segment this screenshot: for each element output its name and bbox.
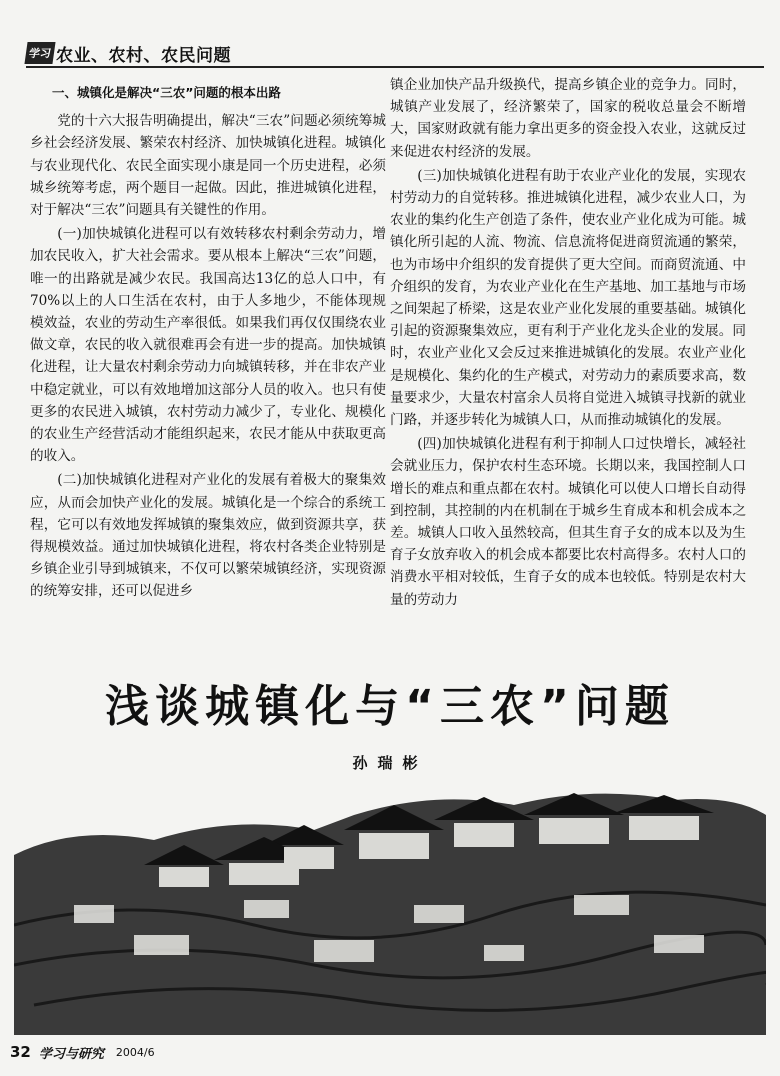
left-column bbox=[30, 74, 386, 605]
article-title: 浅谈城镇化与“三农”问题 bbox=[105, 681, 675, 732]
article-author: 孙瑞彬 bbox=[352, 754, 428, 772]
paragraph: 镇企业加快产品升级换代，提高乡镇企业的竞争力。同时，城镇产业发展了，经济繁荣了，国家的税收总量会不断增大，国家财政就有能力拿出更多的资金投入农业，这就反过来促进农村经济的发展。 bbox=[390, 77, 746, 160]
paragraph: (四)加快城镇化进程有利于抑制人口过快增长，减轻社会就业压力，保护农村生态环境。长期以来，我国控制人口增长的难点和重点都在农村。城镇化可以使人口增长自动得到控制，其控制的内在机制在于城乡生育成本和机会成本之差。城镇人口收入虽然较高，但其生育子女的成本以及为生育子女放弃收入的机会成本都要比农村高得多。农村人口的消费水平相对较低，生育子女的成本也较低。特别是农村大量的劳动力 bbox=[390, 436, 746, 608]
section-header bbox=[26, 40, 231, 66]
issue-date: 2004/6 bbox=[115, 1045, 155, 1059]
section-heading: 一、城镇化是解决“三农”问题的根本出路 bbox=[52, 85, 281, 100]
journal-logo: 学习 bbox=[24, 42, 55, 64]
page-number: 32 bbox=[10, 1043, 31, 1061]
right-column bbox=[390, 74, 746, 613]
village-photo bbox=[14, 785, 766, 1035]
header-divider bbox=[26, 66, 764, 68]
paragraph: (三)加快城镇化进程有助于农业产业化的发展，实现农村劳动力的自觉转移。推进城镇化进程，减少农业人口，为农业的集约化生产创造了条件，使农业产业化成为可能。城镇化所引起的人流、物流、信息流将促进商贸流通的繁荣，也为市场中介组织的发育提供了更大空间。而商贸流通、中介组织的发育，为农业产业化在生产基地、加工基地与市场之间架起了桥梁，这是农业产业化发展的重要基础。城镇化引起的资源聚集效应，更有利于产业化龙头企业的发展。同时，农业产业化又会反过来推进城镇化的发展。农业产业化是规模化、集约化的生产模式，对劳动力的素质要求高，数量要求少，大量农村富余人员将自觉进入城镇寻找新的就业门路，并逐步转化为城镇人口，从而推动城镇化的发展。 bbox=[390, 167, 746, 429]
page-footer bbox=[10, 1040, 155, 1064]
section-title: 农业、农村、农民问题 bbox=[56, 45, 231, 66]
paragraph: (一)加快城镇化进程可以有效转移农村剩余劳动力，增加农民收入，扩大社会需求。要从根本上解决“三农”问题，唯一的出路就是减少农民。我国高达13亿的总人口中，有70%以上的人口生活在农村，由于人多地少，不能体现规模效益，农业的劳动生产率很低。如果我们再仅仅围绕农业做文章，农民的收入就很难再会有进一步的提高。加快城镇化进程，让大量农村剩余劳动力向城镇转移，并在非农产业中稳定就业，可以有效地增加这部分人员的收入。也只有使更多的农民进入城镇，农村劳动力减少了，专业化、规模化的农业生产经营活动才能组织起来，农民才能从中获取更高的收入。 bbox=[30, 226, 386, 465]
journal-name: 学习与研究 bbox=[38, 1046, 104, 1062]
paragraph: 党的十六大报告明确提出，解决“三农”问题必须统筹城乡社会经济发展、繁荣农村经济、加快城镇化进程。城镇化与农业现代化、农民全面实现小康是同一个历史进程，必须城乡统筹考虑，两个题目一起做。因此，推进城镇化进程，对于解决“三农”问题具有关键性的作用。 bbox=[30, 113, 386, 219]
paragraph: (二)加快城镇化进程对产业化的发展有着极大的聚集效应，从而会加快产业化的发展。城镇化是一个综合的系统工程，它可以有效地发挥城镇的聚集效应，做到资源共享，获得规模效益。通过加快城镇化进程，将农村各类企业特别是乡镇企业引导到城镇来，不仅可以繁荣城镇经济，实现资源的统筹安排，还可以促进乡 bbox=[30, 472, 386, 600]
